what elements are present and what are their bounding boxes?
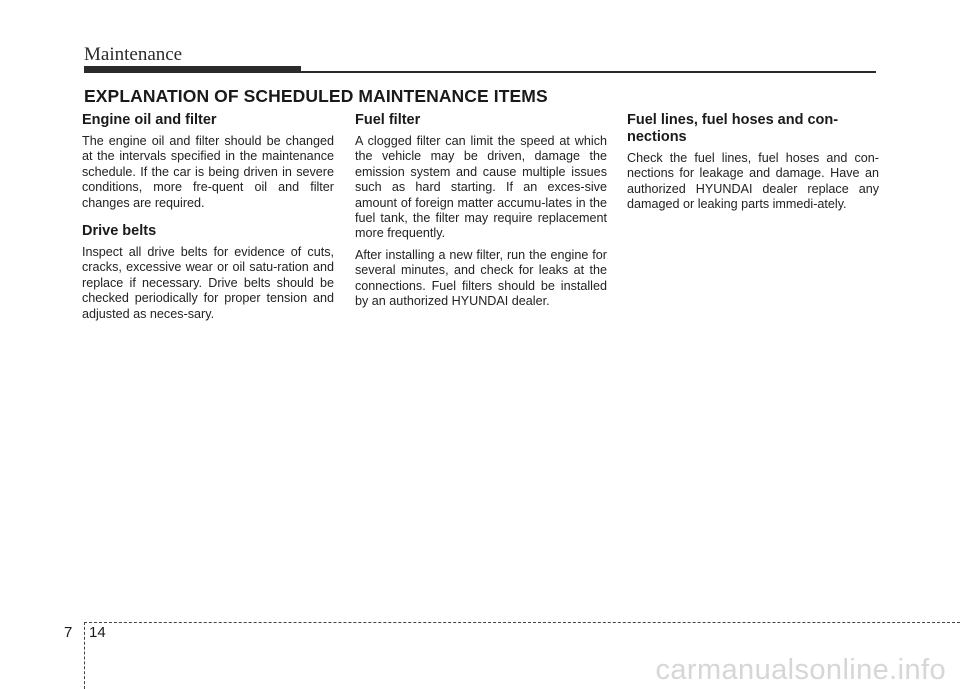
paragraph-fuel-filter-1: A clogged filter can limit the speed at which the vehicle may be driven, damage the emission system and cause multiple issues such as hard starting. If an exces-sive amount of foreign matter accumu-lates in the fuel tank, the filter may require replacement more frequently. xyxy=(355,134,607,241)
heading-fuel-filter: Fuel filter xyxy=(355,112,421,128)
heading-fuel-lines: Fuel lines, fuel hoses and con-nections xyxy=(627,112,839,145)
section-fuel-lines xyxy=(627,112,879,213)
column-2 xyxy=(355,112,607,321)
page-title: EXPLANATION OF SCHEDULED MAINTENANCE ITEMS xyxy=(84,86,548,106)
heading-engine-oil: Engine oil and filter xyxy=(82,112,217,128)
column-3 xyxy=(627,112,879,225)
footer-vertical-rule xyxy=(84,622,85,689)
header-rule-thin xyxy=(301,71,876,73)
section-drive-belts xyxy=(82,223,334,322)
paragraph-fuel-filter-2: After installing a new filter, run the engine for several minutes, and check for leaks at the connections. Fuel filters should be installed by an authorized HYUNDAI dealer. xyxy=(355,247,607,309)
chapter-number: 7 xyxy=(64,624,73,641)
column-1 xyxy=(82,112,334,334)
header-rule-thick xyxy=(84,66,301,73)
page-number: 14 xyxy=(89,624,106,641)
paragraph-engine-oil: The engine oil and filter should be changed at the intervals specified in the maintenance schedule. If the car is being driven in severe conditions, more fre-quent oil and filter changes are required. xyxy=(82,134,334,210)
section-label: Maintenance xyxy=(84,44,183,65)
paragraph-fuel-lines: Check the fuel lines, fuel hoses and con-nections for leakage and damage. Have an authorized HYUNDAI dealer replace any damaged or leaking parts immedi-ately. xyxy=(627,151,879,212)
section-fuel-filter xyxy=(355,112,607,309)
paragraph-drive-belts: Inspect all drive belts for evidence of cuts, cracks, excessive wear or oil satu-ration and replace if necessary. Drive belts should be checked periodically for proper tension and adjusted as neces-sary. xyxy=(82,245,334,321)
section-engine-oil xyxy=(82,112,334,211)
footer-rule xyxy=(84,622,960,623)
heading-drive-belts: Drive belts xyxy=(82,223,157,240)
watermark: carmanualsonline.info xyxy=(655,654,946,686)
